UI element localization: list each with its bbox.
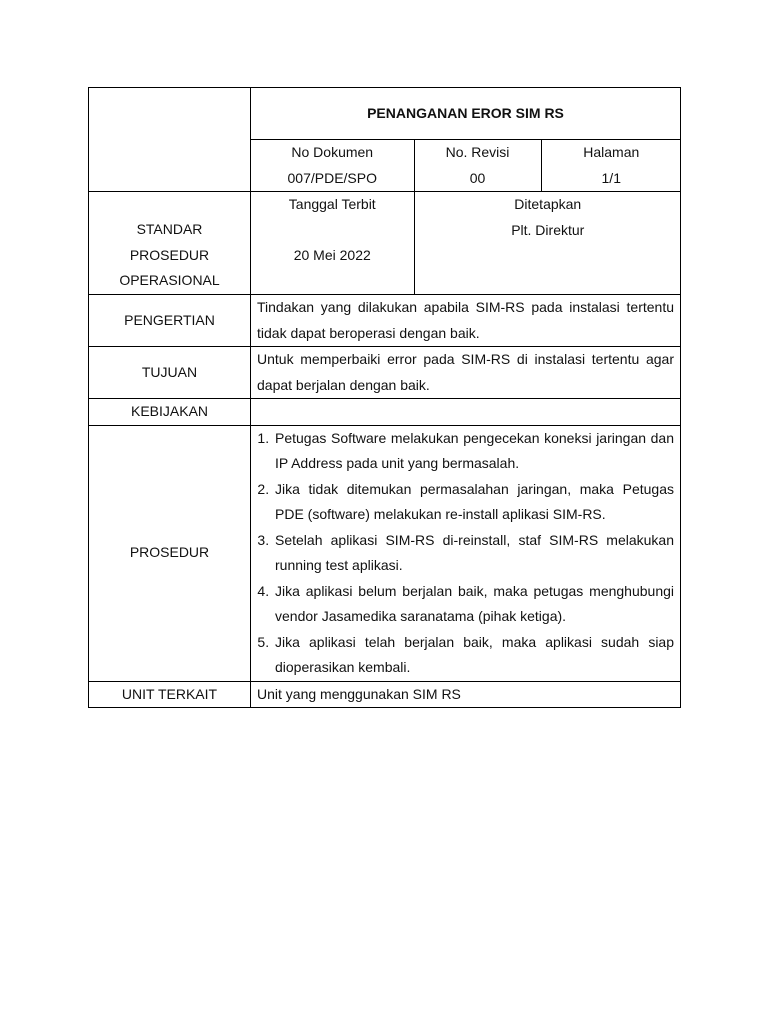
no-revisi-cell: [414, 140, 541, 191]
no-dokumen-cell: [251, 140, 414, 191]
ditetapkan-label: Ditetapkan: [514, 196, 582, 212]
tujuan-row: [89, 347, 681, 399]
halaman-cell: [541, 140, 681, 191]
prosedur-step: 2. Jika tidak ditemukan permasalahan jaringan, maka Petugas PDE (software) melakukan re-install aplikasi SIM-RS.: [273, 477, 674, 528]
pengertian-row: [89, 295, 681, 347]
no-revisi-label: No. Revisi: [445, 144, 510, 160]
pengertian-text: Tindakan yang dilakukan apabila SIM-RS pada instalasi tertentu tidak dapat beroperasi dengan baik.: [251, 295, 681, 347]
spo-label-line1: STANDAR: [136, 221, 203, 237]
no-dokumen-value: 007/PDE/SPO: [287, 169, 377, 186]
prosedur-step: 3. Setelah aplikasi SIM-RS di-reinstall, staf SIM-RS melakukan running test aplikasi.: [273, 528, 674, 579]
spo-row: [89, 192, 681, 295]
logo-area: [89, 88, 251, 192]
spo-info-grid: [251, 192, 681, 294]
spo-label-line3: OPERASIONAL: [119, 272, 220, 288]
kebijakan-row: [89, 399, 681, 426]
prosedur-step: 5. Jika aplikasi telah berjalan baik, maka aplikasi sudah siap dioperasikan kembali.: [273, 630, 674, 681]
unit-terkait-text: Unit yang menggunakan SIM RS: [251, 681, 681, 708]
spo-label-cell: [89, 192, 251, 295]
tujuan-text: Untuk memperbaiki error pada SIM-RS di instalasi tertentu agar dapat berjalan dengan baik.: [251, 347, 681, 399]
spo-document-table: [88, 87, 681, 708]
header-row: [89, 88, 681, 140]
halaman-value: 1/1: [601, 169, 621, 186]
ditetapkan-value: Plt. Direktur: [511, 221, 585, 238]
unit-terkait-label: UNIT TERKAIT: [89, 681, 251, 708]
tanggal-terbit-label: Tanggal Terbit: [288, 196, 376, 212]
prosedur-step: 4. Jika aplikasi belum berjalan baik, maka petugas menghubungi vendor Jasamedika saranatama (pihak ketiga).: [273, 579, 674, 630]
prosedur-step: 1. Petugas Software melakukan pengecekan koneksi jaringan dan IP Address pada unit yang bermasalah.: [273, 426, 674, 477]
unit-terkait-row: [89, 681, 681, 708]
kebijakan-text: [251, 399, 681, 426]
prosedur-label: PROSEDUR: [89, 425, 251, 681]
tanggal-terbit-cell: [251, 192, 414, 294]
doc-info-grid: [251, 140, 681, 191]
prosedur-row: [89, 425, 681, 681]
kebijakan-label: KEBIJAKAN: [89, 399, 251, 426]
no-dokumen-label: No Dokumen: [291, 144, 374, 160]
tujuan-label: TUJUAN: [89, 347, 251, 399]
halaman-label: Halaman: [583, 144, 640, 160]
spo-label-line2: PROSEDUR: [129, 246, 210, 263]
ditetapkan-cell: [414, 192, 681, 294]
no-revisi-value: 00: [469, 169, 486, 186]
prosedur-list: [251, 426, 680, 681]
pengertian-label: PENGERTIAN: [89, 295, 251, 347]
tanggal-terbit-value: 20 Mei 2022: [293, 246, 371, 263]
document-title: PENANGANAN EROR SIM RS: [251, 88, 681, 140]
